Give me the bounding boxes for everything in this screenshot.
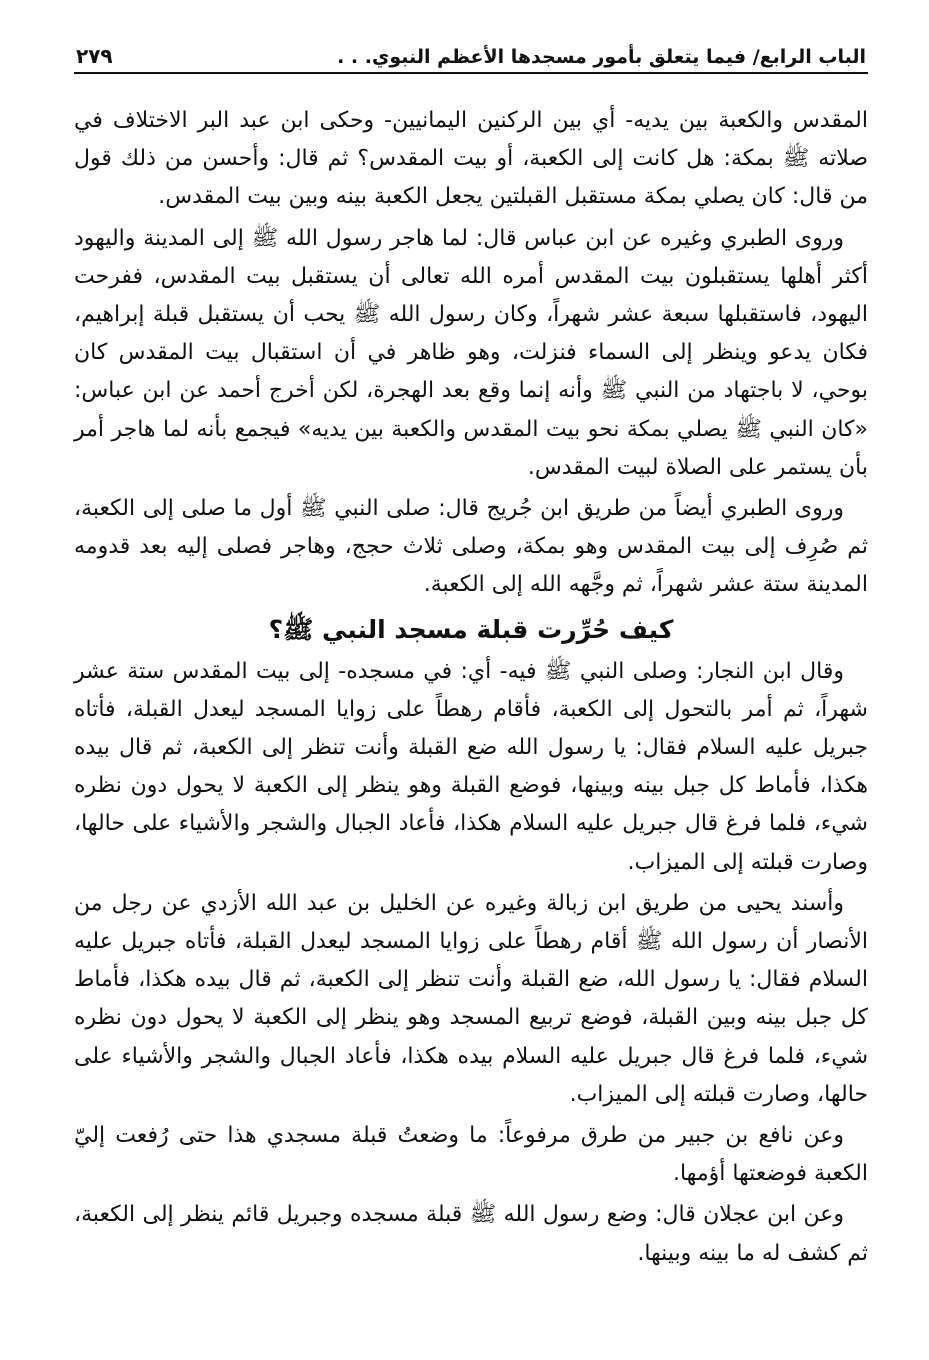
chapter-title: الباب الرابع/ فيما يتعلق بأمور مسجدها الأعظم النبوي. . .: [337, 46, 866, 68]
paragraph-4: وقال ابن النجار: وصلى النبي ﷺ فيه- أي: في مسجده- إلى بيت المقدس ستة عشر شهراً، ثم أمر بالتحول إلى الكعبة، فأقام رهطاً على زوايا المسجد ليعدل القبلة، فأتاه جبريل عليه السلام فقال: يا رسول الله ضع القبلة وأنت تنظر إلى الكعبة، ثم قال بيده هكذا، فأماط كل جبل بينه وبينها، فوضع القبلة وهو ينظر إلى الكعبة لا يحول دون نظره شيء، فلما فرغ قال جبريل عليه السلام هكذا، فأعاد الجبال والشجر والأشياء على حالها، وصارت قبلته إلى الميزاب.: [74, 658, 868, 875]
paragraph-5: وأسند يحيى من طريق ابن زبالة وغيره عن الخليل بن عبد الله الأزدي عن رجل من الأنصار أن رسول الله ﷺ أقام رهطاً على زوايا المسجد ليعدل القبلة، فأتاه جبريل عليه السلام فقال: يا رسول الله، ضع القبلة وأنت تنظر إلى الكعبة، ثم قال بيده هكذا، فأماط كل جبل بينه وبين القبلة، فوضع تربيع المسجد وهو ينظر إلى الكعبة لا يحول دون نظره شيء، فلما فرغ قال جبريل عليه السلام بيده هكذا، فأعاد الجبال والشجر والأشياء على حالها، وصارت قبلته إلى الميزاب.: [74, 890, 868, 1107]
paragraph-7: وعن ابن عجلان قال: وضع رسول الله ﷺ قبلة مسجده وجبريل قائم ينظر إلى الكعبة، ثم كشف له ما بينه وبينها.: [74, 1202, 868, 1266]
running-header: [74, 40, 868, 74]
section-heading: كيف حُرِّرت قبلة مسجد النبي ﷺ؟: [268, 614, 674, 644]
paragraph-2: وروى الطبري وغيره عن ابن عباس قال: لما هاجر رسول الله ﷺ إلى المدينة واليهود أكثر أهلها يستقبلون بيت المقدس أمره الله تعالى أن يستقبل بيت المقدس، ففرحت اليهود، فاستقبلها سبعة عشر شهراً، وكان رسول الله ﷺ يحب أن يستقبل قبلة إبراهيم، فكان يدعو وينظر إلى السماء فنزلت، وهو ظاهر في أن استقبال بيت المقدس كان بوحي، لا باجتهاد من النبي ﷺ وأنه إنما وقع بعد الهجرة، لكن أخرج أحمد عن ابن عباس: «كان النبي ﷺ يصلي بمكة نحو بيت المقدس والكعبة بين يديه» فيجمع بأنه لما هاجر أمر بأن يستمر على الصلاة لبيت المقدس.: [74, 225, 868, 480]
body-text: [74, 102, 868, 1273]
paragraph-1: المقدس والكعبة بين يديه- أي بين الركنين اليمانيين- وحكى ابن عبد البر الاختلاف في صلاته ﷺ بمكة: هل كانت إلى الكعبة، أو بيت المقدس؟ ثم قال: وأحسن من ذلك قول من قال: كان يصلي بمكة مستقبل القبلتين يجعل الكعبة بينه وبين بيت المقدس.: [74, 108, 868, 210]
page-number: ٢٧٩: [76, 44, 113, 68]
book-page: [74, 40, 868, 1330]
paragraph-6: وعن نافع بن جبير من طرق مرفوعاً: ما وضعتُ قبلة مسجدي هذا حتى رُفعت إليّ الكعبة فوضعتها أؤمها.: [74, 1123, 868, 1187]
paragraph-3: وروى الطبري أيضاً من طريق ابن جُريج قال: صلى النبي ﷺ أول ما صلى إلى الكعبة، ثم صُرِف إلى بيت المقدس وهو بمكة، وصلى ثلاث حجج، وهاجر فصلى إليه بعد قدومه المدينة ستة عشر شهراً، ثم وجَّهه الله إلى الكعبة.: [74, 496, 868, 598]
